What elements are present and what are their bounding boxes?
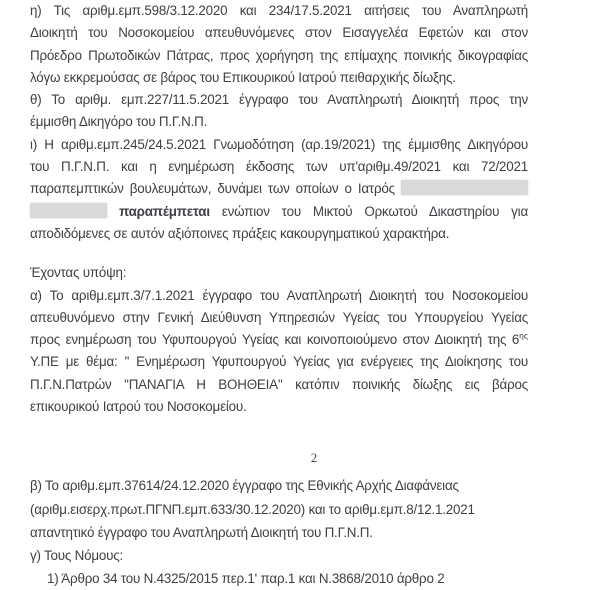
paragraph-theta-line-2: έμμισθη Δικηγόρο του Π.Γ.Ν.Π. <box>30 114 208 130</box>
redaction-box-1 <box>401 180 528 195</box>
bold-emphasis-word: παραπέμπεται <box>118 203 210 219</box>
paragraph-beta-line-2: (αριθμ.εισερχ.πρωτ.ΠΓΝΠ.εμπ.633/30.12.2020) και το αριθμ.εμπ.8/12.1.2021 <box>30 501 475 517</box>
paragraph-iota <box>30 134 528 245</box>
paragraph-eta-line-1: η) Τις αριθμ.εμπ.598/3.12.2020 και 234/17.5.2021 αιτήσεις του Αναπληρωτή <box>30 3 528 18</box>
having-regard-heading: Έχοντας υπόψη: <box>30 265 127 281</box>
bottom-section <box>30 474 528 590</box>
paragraph-eta <box>30 0 528 89</box>
paragraph-iota-line-3-text: παραπεμπτικών βουλευμάτων, δυνάμει των οποίων ο Ιατρός <box>30 181 395 197</box>
paragraph-beta-line-3: απαντητικό έγγραφο του Αναπληρωτή Διοικητή του Π.Γ.Ν.Π. <box>30 524 373 540</box>
paragraph-eta-line-3: Πρόεδρο Πρωτοδικών Πάτρας, προς χορήγηση της επίμαχης ποινικής δικογραφίας <box>30 47 528 63</box>
paragraph-iota-line-5: αποδιδόμενες σε αυτόν αξιόποινες πράξεις κακουργηματικού χαρακτήρα. <box>30 225 450 241</box>
paragraph-alpha-line-3-text: προς ενημέρωση του Υφυπουργού Υγείας και κοινοποιούμενο στον Διοικητή της 6 <box>30 332 520 348</box>
paragraph-theta <box>30 89 528 134</box>
paragraph-beta <box>30 474 528 544</box>
paragraph-beta-line-1: β) Το αριθμ.εμπ.37614/24.12.2020 έγγραφο της Εθνικής Αρχής Διαφάνειας <box>30 478 459 494</box>
paragraph-eta-line-4: λόγω εκκρεμούσας σε βάρος του Επικουρικού Ιατρού πειθαρχικής δίωξης. <box>30 69 456 85</box>
paragraph-theta-line-1: θ) Το αριθμ. εμπ.227/11.5.2021 έγγραφο του Αναπληρωτή Διοικητή προς την <box>30 92 528 108</box>
paragraph-gamma-heading: γ) Τους Νόμους: <box>30 547 124 563</box>
ordinal-superscript: ης <box>519 330 528 341</box>
paragraph-alpha-line-6: επικουρικού Ιατρού του Νοσοκομείου. <box>30 399 247 415</box>
page-number: 2 <box>310 450 318 466</box>
paragraph-alpha-line-5: Π.Γ.Ν.Πατρών ''ΠΑΝΑΓΙΑ Η ΒΟΗΘΕΙΑ'' κατόπιν ποινικής δίωξης εις βάρος <box>30 376 528 392</box>
paragraph-gamma <box>30 544 528 590</box>
paragraph-iota-line-4 <box>30 201 528 223</box>
paragraph-alpha <box>30 285 528 419</box>
text-column <box>30 0 528 590</box>
paragraph-alpha-line-4: Υ.ΠΕ με θέμα: '' Ενημέρωση Υφυπουργού Υγείας για ενέργειες της Διοίκησης του <box>30 354 528 370</box>
paragraph-iota-line-4-rest: ενώπιον του Μικτού Ορκωτού Δικαστηρίου για <box>221 203 528 219</box>
law-item-1: 1) Άρθρο 34 του Ν.4325/2015 περ.1' παρ.1 και Ν.3868/2010 άρθρο 2 <box>47 571 445 587</box>
redaction-box-2 <box>30 203 107 218</box>
paragraph-iota-line-1: ι) Η αριθμ.εμπ.245/24.5.2021 Γνωμοδότηση (αρ.19/2021) της έμμισθης Δικηγόρου <box>30 136 528 152</box>
paragraph-iota-line-2: του Π.Γ.Ν.Π. και η ενημέρωση έκδοσης των υπ'αριθμ.49/2021 και 72/2021 <box>30 159 528 175</box>
paragraph-eta-line-2: Διοικητή του Νοσοκομείου απευθυνόμενες στον Εισαγγελέα Εφετών και στον <box>30 25 528 41</box>
paragraph-alpha-line-1: α) Το αριθμ.εμπ.3/7.1.2021 έγγραφο του Αναπληρωτή Διοικητή του Νοσοκομείου <box>30 287 528 303</box>
paragraph-alpha-line-3 <box>30 329 528 351</box>
paragraph-alpha-line-2: απευθυνόμενο στην Γενική Διεύθυνση Υπηρεσιών Υγείας του Υπουργείου Υγείας <box>30 309 528 325</box>
paragraph-iota-line-3 <box>30 178 528 200</box>
